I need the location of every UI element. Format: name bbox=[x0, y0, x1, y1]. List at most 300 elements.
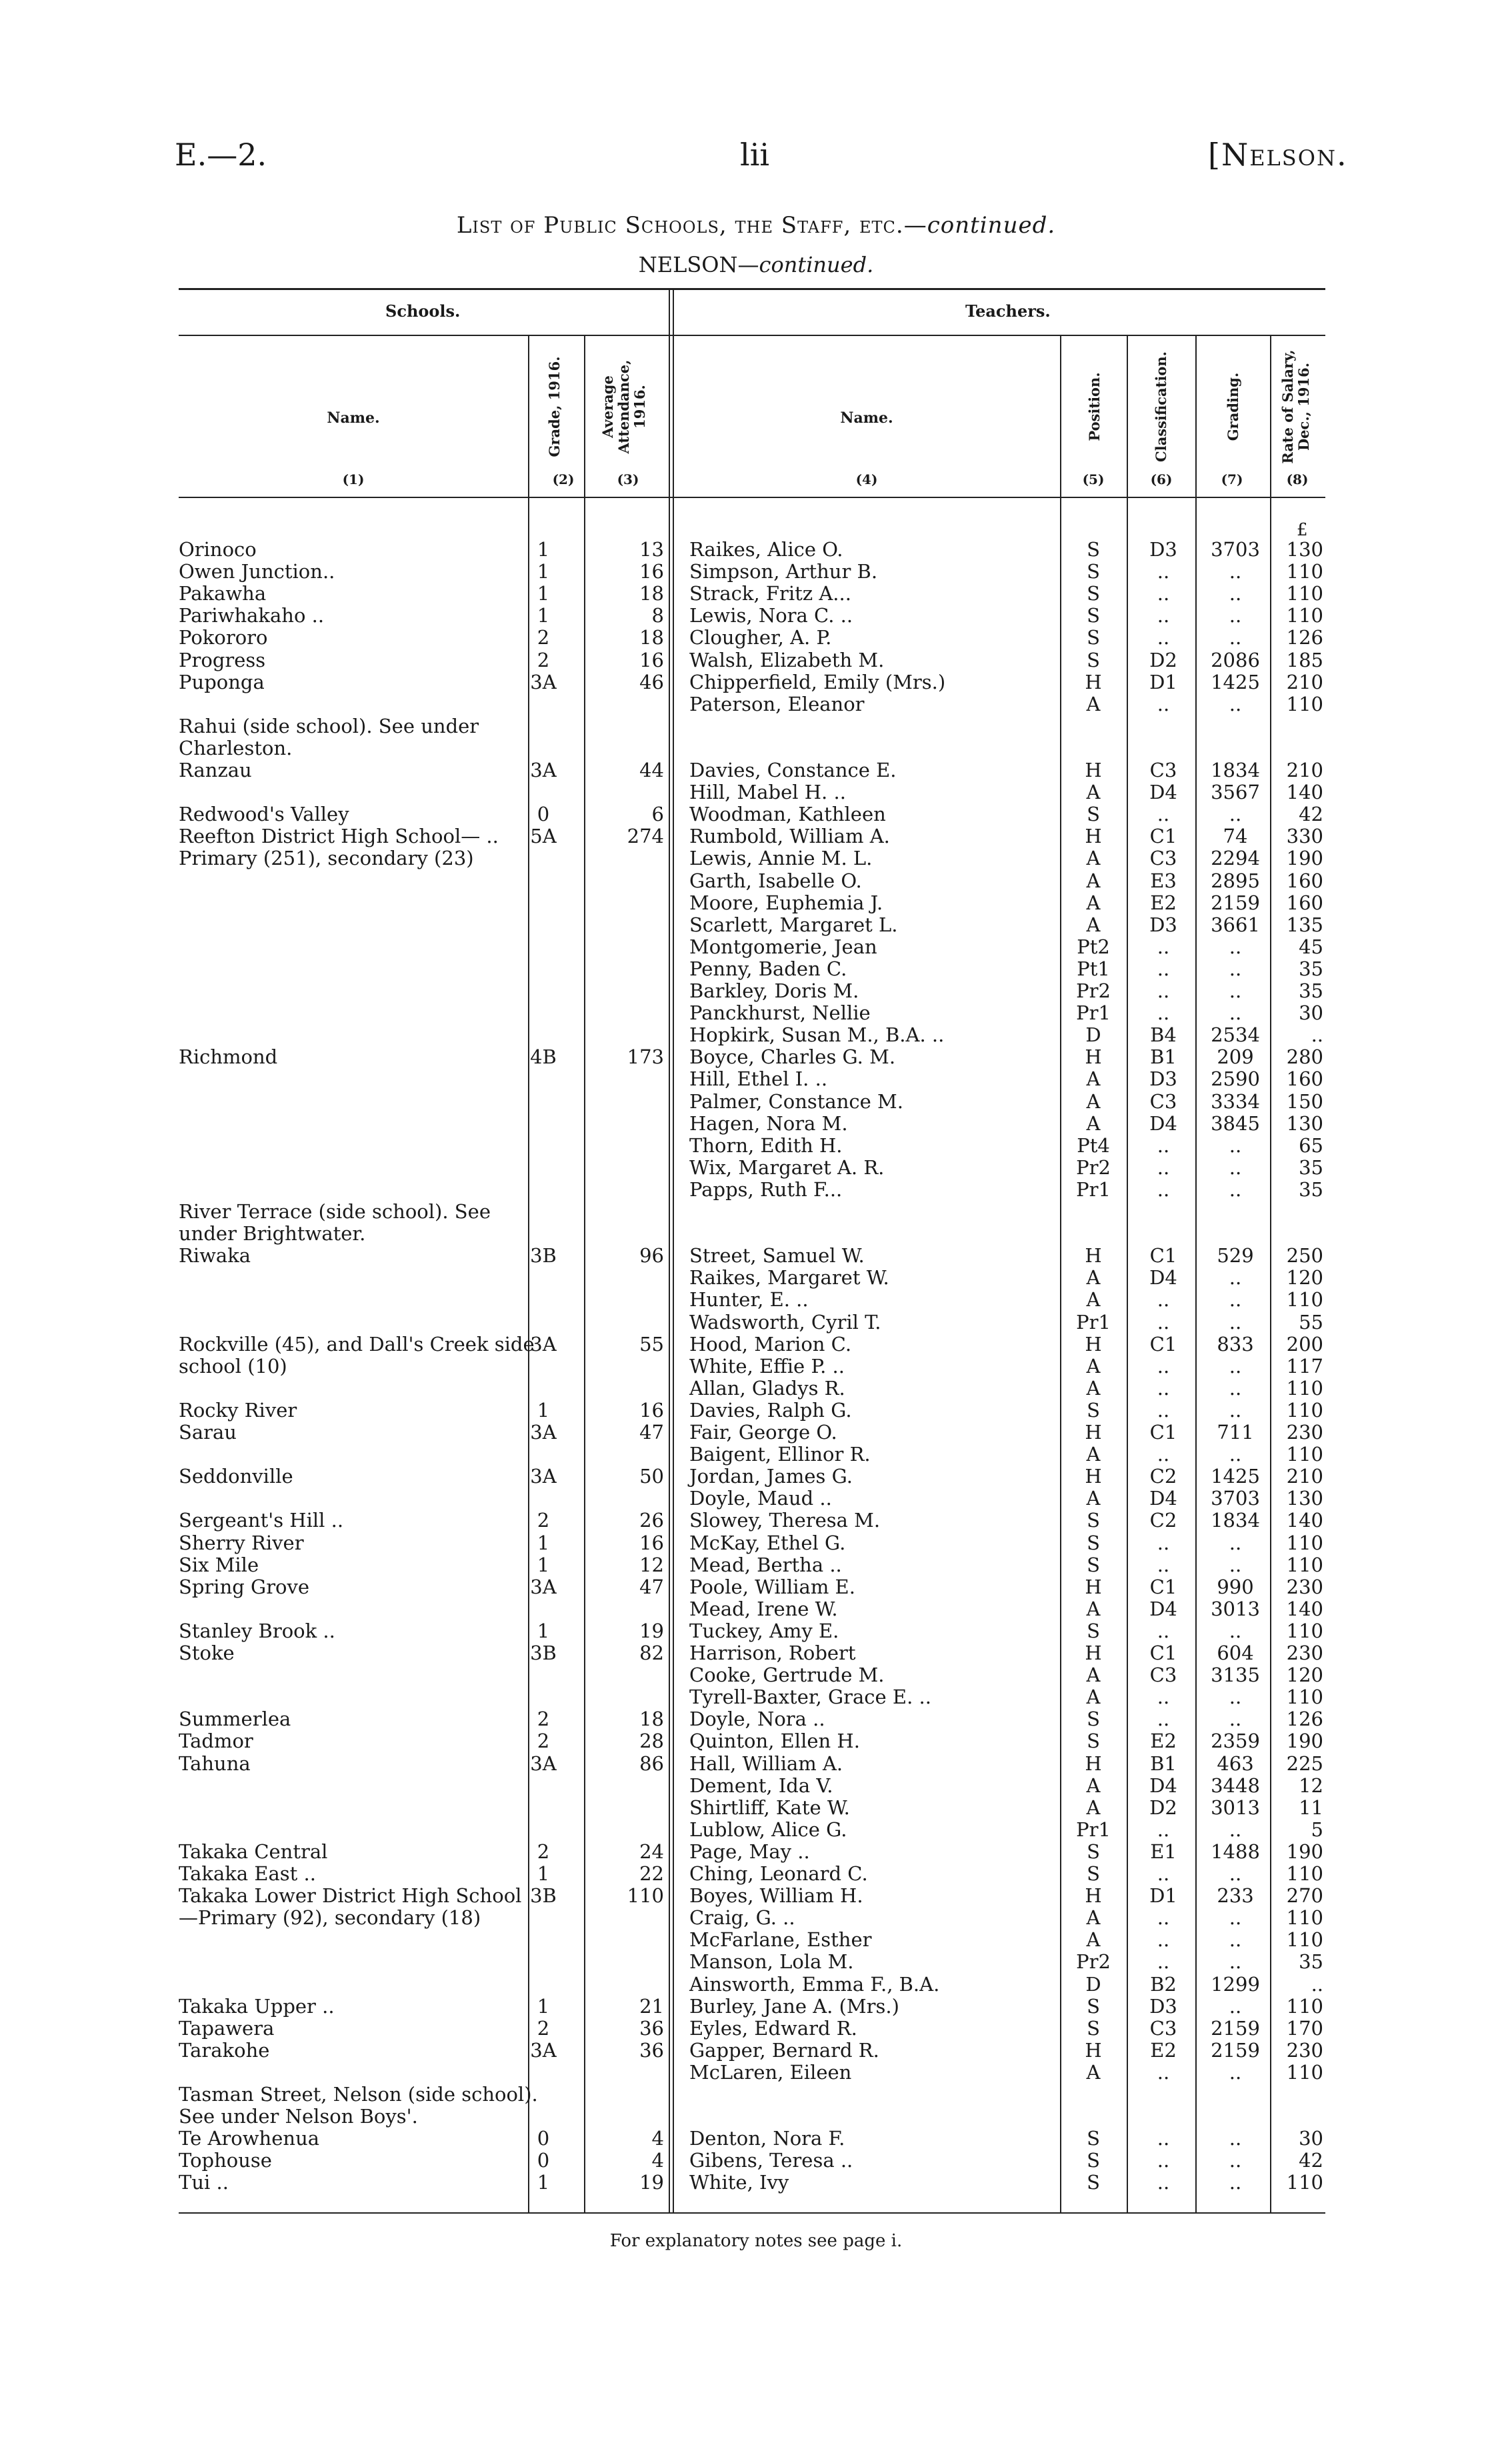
position-cell: H bbox=[1085, 1421, 1102, 1444]
classification-cell: .. bbox=[1157, 1133, 1170, 1157]
grading-cell: .. bbox=[1229, 2149, 1242, 2172]
teacher-name-cell: Baigent, Ellinor R. bbox=[689, 1443, 871, 1466]
school-name-cell: Rahui (side school). See under bbox=[179, 714, 479, 737]
classification-cell: .. bbox=[1157, 626, 1170, 649]
teacher-name-cell: Manson, Lola M. bbox=[689, 1950, 854, 1974]
table-row bbox=[0, 1841, 1512, 1863]
table-row bbox=[0, 1863, 1512, 1885]
school-name-cell: Riwaka bbox=[179, 1244, 251, 1268]
grading-cell: 1488 bbox=[1211, 1840, 1260, 1863]
table-row bbox=[0, 2106, 1512, 2128]
grading-cell: .. bbox=[1229, 1994, 1242, 2018]
position-cell: S bbox=[1087, 1398, 1100, 1422]
classification-cell: .. bbox=[1157, 1001, 1170, 1025]
grade-cell: 1 bbox=[537, 1994, 550, 2018]
classification-cell: .. bbox=[1157, 692, 1170, 715]
school-name-cell: Takaka Central bbox=[179, 1840, 328, 1863]
classification-cell: E2 bbox=[1150, 1730, 1177, 1753]
salary-cell: 110 bbox=[1286, 1862, 1323, 1885]
table-row bbox=[0, 1201, 1512, 1223]
school-name-cell: Tahuna bbox=[179, 1752, 251, 1775]
salary-cell: 250 bbox=[1286, 1244, 1323, 1268]
attendance-cell: 110 bbox=[627, 1884, 664, 1908]
school-name-cell: Stoke bbox=[179, 1642, 235, 1664]
salary-cell: 280 bbox=[1286, 1045, 1323, 1069]
table-row bbox=[0, 1135, 1512, 1157]
classification-cell: D4 bbox=[1149, 781, 1177, 804]
grading-cell: .. bbox=[1229, 1708, 1242, 1731]
classification-cell: D4 bbox=[1149, 1597, 1177, 1620]
grading-cell: .. bbox=[1229, 1950, 1242, 1974]
salary-cell: 110 bbox=[1286, 1531, 1323, 1554]
attendance-cell: 16 bbox=[639, 1398, 664, 1422]
grading-cell: .. bbox=[1229, 803, 1242, 826]
classification-cell: .. bbox=[1157, 1310, 1170, 1334]
grade-header: Grade, 1916. bbox=[546, 356, 563, 457]
salary-cell: 140 bbox=[1286, 1597, 1323, 1620]
table-row bbox=[0, 2172, 1512, 2194]
teacher-name-cell: Boyes, William H. bbox=[689, 1884, 863, 1908]
grade-cell: 3A bbox=[530, 1575, 557, 1598]
school-name-cell: Rockville (45), and Dall's Creek side bbox=[179, 1332, 535, 1356]
attendance-cell: 16 bbox=[639, 648, 664, 671]
teacher-name-cell: White, Effie P. .. bbox=[689, 1354, 845, 1378]
attendance-cell: 47 bbox=[639, 1575, 664, 1598]
grading-cell: .. bbox=[1229, 1906, 1242, 1930]
salary-cell: 110 bbox=[1286, 2060, 1323, 2084]
attendance-cell: 24 bbox=[639, 1840, 664, 1863]
grading-cell: .. bbox=[1229, 1001, 1242, 1025]
attendance-cell: 50 bbox=[639, 1465, 664, 1488]
attendance-cell: 12 bbox=[639, 1553, 664, 1576]
classification-cell: .. bbox=[1157, 1818, 1170, 1841]
teacher-name-cell: Simpson, Arthur B. bbox=[689, 560, 878, 583]
position-cell: S bbox=[1087, 1553, 1100, 1576]
grading-cell: .. bbox=[1229, 1818, 1242, 1841]
grading-cell: 1425 bbox=[1211, 670, 1260, 693]
salary-cell: 35 bbox=[1299, 1155, 1323, 1179]
table-row bbox=[0, 1819, 1512, 1841]
classification-cell: D3 bbox=[1149, 1067, 1177, 1091]
table-row bbox=[0, 892, 1512, 914]
teacher-name-cell: Rumbold, William A. bbox=[689, 825, 890, 848]
classification-cell: C1 bbox=[1149, 825, 1177, 848]
classification-cell: .. bbox=[1157, 1708, 1170, 1731]
table-row bbox=[0, 1576, 1512, 1598]
teacher-name-cell: Street, Samuel W. bbox=[689, 1244, 865, 1268]
table-row bbox=[0, 1510, 1512, 1532]
position-cell: H bbox=[1085, 1045, 1102, 1069]
position-cell: A bbox=[1086, 692, 1101, 715]
table-row bbox=[0, 759, 1512, 781]
attendance-cell: 36 bbox=[639, 2016, 664, 2040]
position-cell: H bbox=[1085, 1244, 1102, 1268]
classification-cell: D4 bbox=[1149, 1774, 1177, 1797]
table-row bbox=[0, 847, 1512, 869]
teacher-name-cell: White, Ivy bbox=[689, 2171, 789, 2194]
grade-cell: 2 bbox=[537, 1509, 550, 1532]
classification-cell: C1 bbox=[1149, 1575, 1177, 1598]
attendance-cell: 55 bbox=[639, 1332, 664, 1356]
table-row bbox=[0, 1730, 1512, 1752]
grading-cell: 2590 bbox=[1211, 1067, 1260, 1091]
classification-cell: .. bbox=[1157, 957, 1170, 980]
classification-cell: B1 bbox=[1150, 1045, 1177, 1069]
school-name-cell: under Brightwater. bbox=[179, 1222, 366, 1246]
salary-cell: 110 bbox=[1286, 1376, 1323, 1400]
grading-cell: .. bbox=[1229, 1619, 1242, 1642]
position-cell: A bbox=[1086, 1487, 1101, 1510]
teacher-name-cell: Hood, Marion C. bbox=[689, 1332, 852, 1356]
position-cell: A bbox=[1086, 869, 1101, 892]
salary-cell: 120 bbox=[1286, 1266, 1323, 1290]
classification-cell: .. bbox=[1157, 979, 1170, 1002]
table-row bbox=[0, 1620, 1512, 1642]
position-cell: Pr1 bbox=[1076, 1310, 1111, 1334]
school-name-cell: Seddonville bbox=[179, 1465, 293, 1488]
classification-cell: .. bbox=[1157, 803, 1170, 826]
grading-cell: 2294 bbox=[1211, 847, 1260, 870]
grading-cell: 463 bbox=[1217, 1752, 1254, 1775]
salary-cell: 110 bbox=[1286, 1553, 1323, 1576]
teacher-name-cell: Penny, Baden C. bbox=[689, 957, 847, 980]
teacher-name-cell: Walsh, Elizabeth M. bbox=[689, 648, 885, 671]
classification-cell: C1 bbox=[1149, 1244, 1177, 1268]
salary-cell: 200 bbox=[1286, 1332, 1323, 1356]
position-cell: S bbox=[1087, 803, 1100, 826]
school-name-cell: Takaka Upper .. bbox=[179, 1994, 335, 2018]
position-cell: S bbox=[1087, 582, 1100, 605]
table-row bbox=[0, 1951, 1512, 1973]
column-number: (1) bbox=[342, 471, 365, 487]
position-cell: H bbox=[1085, 2038, 1102, 2062]
column-number: (3) bbox=[617, 471, 639, 487]
subtitle-main: NELSON— bbox=[638, 252, 759, 277]
teacher-name-cell: Quinton, Ellen H. bbox=[689, 1730, 860, 1753]
table-row bbox=[0, 1885, 1512, 1907]
attendance-cell: 28 bbox=[639, 1730, 664, 1753]
classification-cell: .. bbox=[1157, 1928, 1170, 1952]
teacher-name-cell: Panckhurst, Nellie bbox=[689, 1001, 871, 1025]
salary-cell: 225 bbox=[1286, 1752, 1323, 1775]
attendance-cell: 6 bbox=[651, 803, 664, 826]
salary-cell: 110 bbox=[1286, 2171, 1323, 2194]
salary-cell: .. bbox=[1311, 1972, 1323, 1996]
teacher-name-cell: Moore, Euphemia J. bbox=[689, 891, 883, 914]
attendance-cell: 173 bbox=[627, 1045, 664, 1069]
grading-cell: .. bbox=[1229, 979, 1242, 1002]
grading-cell: 1425 bbox=[1211, 1465, 1260, 1488]
salary-cell: 210 bbox=[1286, 1465, 1323, 1488]
position-cell: S bbox=[1087, 1531, 1100, 1554]
position-cell: H bbox=[1085, 1575, 1102, 1598]
table-row bbox=[0, 1466, 1512, 1488]
teacher-name-cell: Hagen, Nora M. bbox=[689, 1111, 848, 1135]
position-cell: A bbox=[1086, 1686, 1101, 1709]
school-name-cell: Summerlea bbox=[179, 1708, 291, 1731]
grading-cell: 2534 bbox=[1211, 1023, 1260, 1047]
grading-cell: 1834 bbox=[1211, 759, 1260, 781]
school-name-cell: Tadmor bbox=[179, 1730, 253, 1753]
grading-cell: 2086 bbox=[1211, 648, 1260, 671]
attendance-cell: 18 bbox=[639, 582, 664, 605]
salary-cell: 190 bbox=[1286, 847, 1323, 870]
classification-cell: E2 bbox=[1150, 2038, 1177, 2062]
attendance-cell: 18 bbox=[639, 626, 664, 649]
grade-cell: 3A bbox=[530, 1752, 557, 1775]
grading-cell: .. bbox=[1229, 1928, 1242, 1952]
table-row bbox=[0, 1267, 1512, 1289]
position-cell: A bbox=[1086, 1906, 1101, 1930]
teacher-name-cell: Garth, Isabelle O. bbox=[689, 869, 862, 892]
teacher-name-cell: McLaren, Eileen bbox=[689, 2060, 852, 2084]
attendance-cell: 26 bbox=[639, 1509, 664, 1532]
classification-cell: C1 bbox=[1149, 1642, 1177, 1664]
grading-cell: .. bbox=[1229, 1133, 1242, 1157]
attendance-cell: 86 bbox=[639, 1752, 664, 1775]
column-number: (8) bbox=[1286, 471, 1309, 487]
classification-cell: .. bbox=[1157, 1443, 1170, 1466]
column-number: (7) bbox=[1221, 471, 1243, 487]
attendance-cell: 22 bbox=[639, 1862, 664, 1885]
teacher-name-cell: Ching, Leonard C. bbox=[689, 1862, 868, 1885]
classification-cell: E3 bbox=[1150, 869, 1177, 892]
position-cell: S bbox=[1087, 2171, 1100, 2194]
grading-cell: 3845 bbox=[1211, 1111, 1260, 1135]
teacher-name-cell: Shirtliff, Kate W. bbox=[689, 1796, 850, 1819]
table-row bbox=[0, 1400, 1512, 1422]
teacher-name-cell: Lewis, Nora C. .. bbox=[689, 604, 853, 627]
position-cell: S bbox=[1087, 1619, 1100, 1642]
grading-cell: 233 bbox=[1217, 1884, 1254, 1908]
position-cell: A bbox=[1086, 1928, 1101, 1952]
school-name-cell: Richmond bbox=[179, 1045, 278, 1069]
table-row bbox=[0, 649, 1512, 671]
position-cell: Pr1 bbox=[1076, 1177, 1111, 1201]
teacher-name-cell: Davies, Constance E. bbox=[689, 759, 897, 781]
classification-cell: .. bbox=[1157, 1553, 1170, 1576]
grading-cell: 3135 bbox=[1211, 1664, 1260, 1687]
table-row bbox=[0, 1334, 1512, 1356]
grading-cell: .. bbox=[1229, 1531, 1242, 1554]
table-row bbox=[0, 1929, 1512, 1951]
school-name-cell: —Primary (92), secondary (18) bbox=[179, 1906, 481, 1930]
attendance-header: Average Attendance, 1916. bbox=[599, 359, 648, 454]
table-row bbox=[0, 1554, 1512, 1576]
table-row bbox=[0, 1245, 1512, 1267]
school-name-cell: Ranzau bbox=[179, 759, 252, 781]
grading-cell: 3567 bbox=[1211, 781, 1260, 804]
teacher-name-cell: Eyles, Edward R. bbox=[689, 2016, 857, 2040]
teacher-name-cell: Hopkirk, Susan M., B.A. .. bbox=[689, 1023, 945, 1047]
teacher-name-cell: Slowey, Theresa M. bbox=[689, 1509, 881, 1532]
grade-cell: 1 bbox=[537, 560, 550, 583]
grade-cell: 2 bbox=[537, 648, 550, 671]
grading-cell: 2159 bbox=[1211, 891, 1260, 914]
position-cell: A bbox=[1086, 1089, 1101, 1113]
classification-cell: D1 bbox=[1149, 1884, 1177, 1908]
attendance-cell: 16 bbox=[639, 1531, 664, 1554]
grading-cell: .. bbox=[1229, 1443, 1242, 1466]
grading-cell: 2159 bbox=[1211, 2016, 1260, 2040]
grading-cell: .. bbox=[1229, 1553, 1242, 1576]
table-row bbox=[0, 1223, 1512, 1245]
table-row bbox=[0, 958, 1512, 980]
classification-cell: .. bbox=[1157, 1950, 1170, 1974]
position-cell: H bbox=[1085, 825, 1102, 848]
grade-cell: 4B bbox=[530, 1045, 557, 1069]
teacher-name-cell: Fair, George O. bbox=[689, 1421, 837, 1444]
position-cell: A bbox=[1086, 1443, 1101, 1466]
position-cell: A bbox=[1086, 891, 1101, 914]
salary-cell: 130 bbox=[1286, 538, 1323, 561]
salary-cell: 5 bbox=[1311, 1818, 1323, 1841]
classification-cell: B2 bbox=[1150, 1972, 1177, 1996]
position-cell: S bbox=[1087, 1708, 1100, 1731]
attendance-cell: 13 bbox=[639, 538, 664, 561]
grading-cell: 529 bbox=[1217, 1244, 1254, 1268]
grade-cell: 3A bbox=[530, 759, 557, 781]
teacher-name-cell: Clougher, A. P. bbox=[689, 626, 832, 649]
grading-cell: .. bbox=[1229, 957, 1242, 980]
classification-cell: B4 bbox=[1150, 1023, 1177, 1047]
table-row bbox=[0, 1907, 1512, 1929]
position-cell: S bbox=[1087, 648, 1100, 671]
school-name-cell: Pakawha bbox=[179, 582, 267, 605]
salary-cell: 150 bbox=[1286, 1089, 1323, 1113]
table-row bbox=[0, 1532, 1512, 1554]
position-cell: H bbox=[1085, 1884, 1102, 1908]
salary-cell: 110 bbox=[1286, 1619, 1323, 1642]
salary-cell: 210 bbox=[1286, 759, 1323, 781]
teacher-name-cell: Allan, Gladys R. bbox=[689, 1376, 845, 1400]
teacher-name-cell: Poole, William E. bbox=[689, 1575, 855, 1598]
table-row bbox=[0, 1289, 1512, 1311]
teacher-name-cell: Gibens, Teresa .. bbox=[689, 2149, 853, 2172]
table-row bbox=[0, 539, 1512, 561]
position-cell: S bbox=[1087, 1730, 1100, 1753]
salary-cell: 12 bbox=[1299, 1774, 1323, 1797]
column-number: (4) bbox=[855, 471, 878, 487]
title-main: List of Public Schools, the Staff, etc.— bbox=[456, 212, 927, 239]
attendance-cell: 18 bbox=[639, 1708, 664, 1731]
position-cell: A bbox=[1086, 781, 1101, 804]
school-name-cell: Tasman Street, Nelson (side school). bbox=[179, 2083, 538, 2106]
classification-cell: D4 bbox=[1149, 1487, 1177, 1510]
table-row bbox=[0, 870, 1512, 892]
table-row bbox=[0, 715, 1512, 737]
classification-cell: C1 bbox=[1149, 1332, 1177, 1356]
salary-cell: 330 bbox=[1286, 825, 1323, 848]
classification-cell: C2 bbox=[1149, 1509, 1177, 1532]
attendance-cell: 4 bbox=[651, 2127, 664, 2150]
position-cell: Pt2 bbox=[1077, 935, 1110, 958]
attendance-cell: 274 bbox=[627, 825, 664, 848]
school-name-cell: Charleston. bbox=[179, 736, 293, 759]
school-name-cell: school (10) bbox=[179, 1354, 287, 1378]
grading-cell: .. bbox=[1229, 2060, 1242, 2084]
attendance-cell: 19 bbox=[639, 1619, 664, 1642]
table-row bbox=[0, 1797, 1512, 1819]
table-row bbox=[0, 1068, 1512, 1090]
position-cell: A bbox=[1086, 1067, 1101, 1091]
grade-cell: 0 bbox=[537, 2149, 550, 2172]
schools-group-header: Schools. bbox=[385, 301, 461, 321]
table-row bbox=[0, 1708, 1512, 1730]
salary-cell: 110 bbox=[1286, 1928, 1323, 1952]
salary-cell: 126 bbox=[1286, 626, 1323, 649]
position-cell: D bbox=[1085, 1972, 1101, 1996]
teacher-name-cell: Woodman, Kathleen bbox=[689, 803, 886, 826]
grading-cell: .. bbox=[1229, 1266, 1242, 1290]
grading-cell: 1299 bbox=[1211, 1972, 1260, 1996]
grading-cell: 3703 bbox=[1211, 538, 1260, 561]
grade-cell: 3A bbox=[530, 670, 557, 693]
classification-cell: .. bbox=[1157, 935, 1170, 958]
grading-cell: 3661 bbox=[1211, 913, 1260, 936]
position-cell: Pr2 bbox=[1076, 1155, 1111, 1179]
teacher-name-cell: Papps, Ruth F... bbox=[689, 1177, 843, 1201]
grade-cell: 1 bbox=[537, 538, 550, 561]
classification-cell: C3 bbox=[1149, 1664, 1177, 1687]
classification-cell: C3 bbox=[1149, 759, 1177, 781]
salary-cell: 190 bbox=[1286, 1730, 1323, 1753]
grading-cell: .. bbox=[1229, 626, 1242, 649]
table-row bbox=[0, 2128, 1512, 2150]
table-row bbox=[0, 1179, 1512, 1201]
currency-symbol: £ bbox=[1297, 520, 1308, 540]
position-cell: Pr2 bbox=[1076, 979, 1111, 1002]
table-row bbox=[0, 2018, 1512, 2040]
table-row bbox=[0, 1312, 1512, 1334]
grading-cell: .. bbox=[1229, 692, 1242, 715]
salary-cell: 110 bbox=[1286, 1288, 1323, 1312]
teacher-name-cell: Mead, Irene W. bbox=[689, 1597, 838, 1620]
position-cell: S bbox=[1087, 1509, 1100, 1532]
position-cell: H bbox=[1085, 1465, 1102, 1488]
school-name-cell: Tapawera bbox=[179, 2016, 275, 2040]
table-row bbox=[0, 1642, 1512, 1664]
subtitle-continued: continued. bbox=[759, 252, 874, 277]
teacher-name-cell: Barkley, Doris M. bbox=[689, 979, 859, 1002]
classification-cell: B1 bbox=[1150, 1752, 1177, 1775]
classification-cell: C3 bbox=[1149, 1089, 1177, 1113]
salary-cell: 190 bbox=[1286, 1840, 1323, 1863]
table-row bbox=[0, 1024, 1512, 1046]
school-name-cell: Tophouse bbox=[179, 2149, 272, 2172]
classification-cell: D3 bbox=[1149, 538, 1177, 561]
position-cell: H bbox=[1085, 759, 1102, 781]
teacher-name-cell: Mead, Bertha .. bbox=[689, 1553, 842, 1576]
attendance-cell: 16 bbox=[639, 560, 664, 583]
classification-cell: .. bbox=[1157, 604, 1170, 627]
grading-cell: .. bbox=[1229, 582, 1242, 605]
title-continued: continued. bbox=[927, 212, 1056, 239]
table-row bbox=[0, 1113, 1512, 1135]
salary-cell: 45 bbox=[1299, 935, 1323, 958]
position-cell: S bbox=[1087, 538, 1100, 561]
school-name-cell: Progress bbox=[179, 648, 266, 671]
grade-cell: 5A bbox=[530, 825, 557, 848]
grading-cell: .. bbox=[1229, 2171, 1242, 2194]
school-name-cell: Primary (251), secondary (23) bbox=[179, 847, 474, 870]
table-row bbox=[0, 1422, 1512, 1444]
salary-cell: 110 bbox=[1286, 1994, 1323, 2018]
teacher-name-cell: Wix, Margaret A. R. bbox=[689, 1155, 885, 1179]
grading-cell: 3013 bbox=[1211, 1796, 1260, 1819]
salary-cell: 110 bbox=[1286, 604, 1323, 627]
salary-cell: 110 bbox=[1286, 582, 1323, 605]
